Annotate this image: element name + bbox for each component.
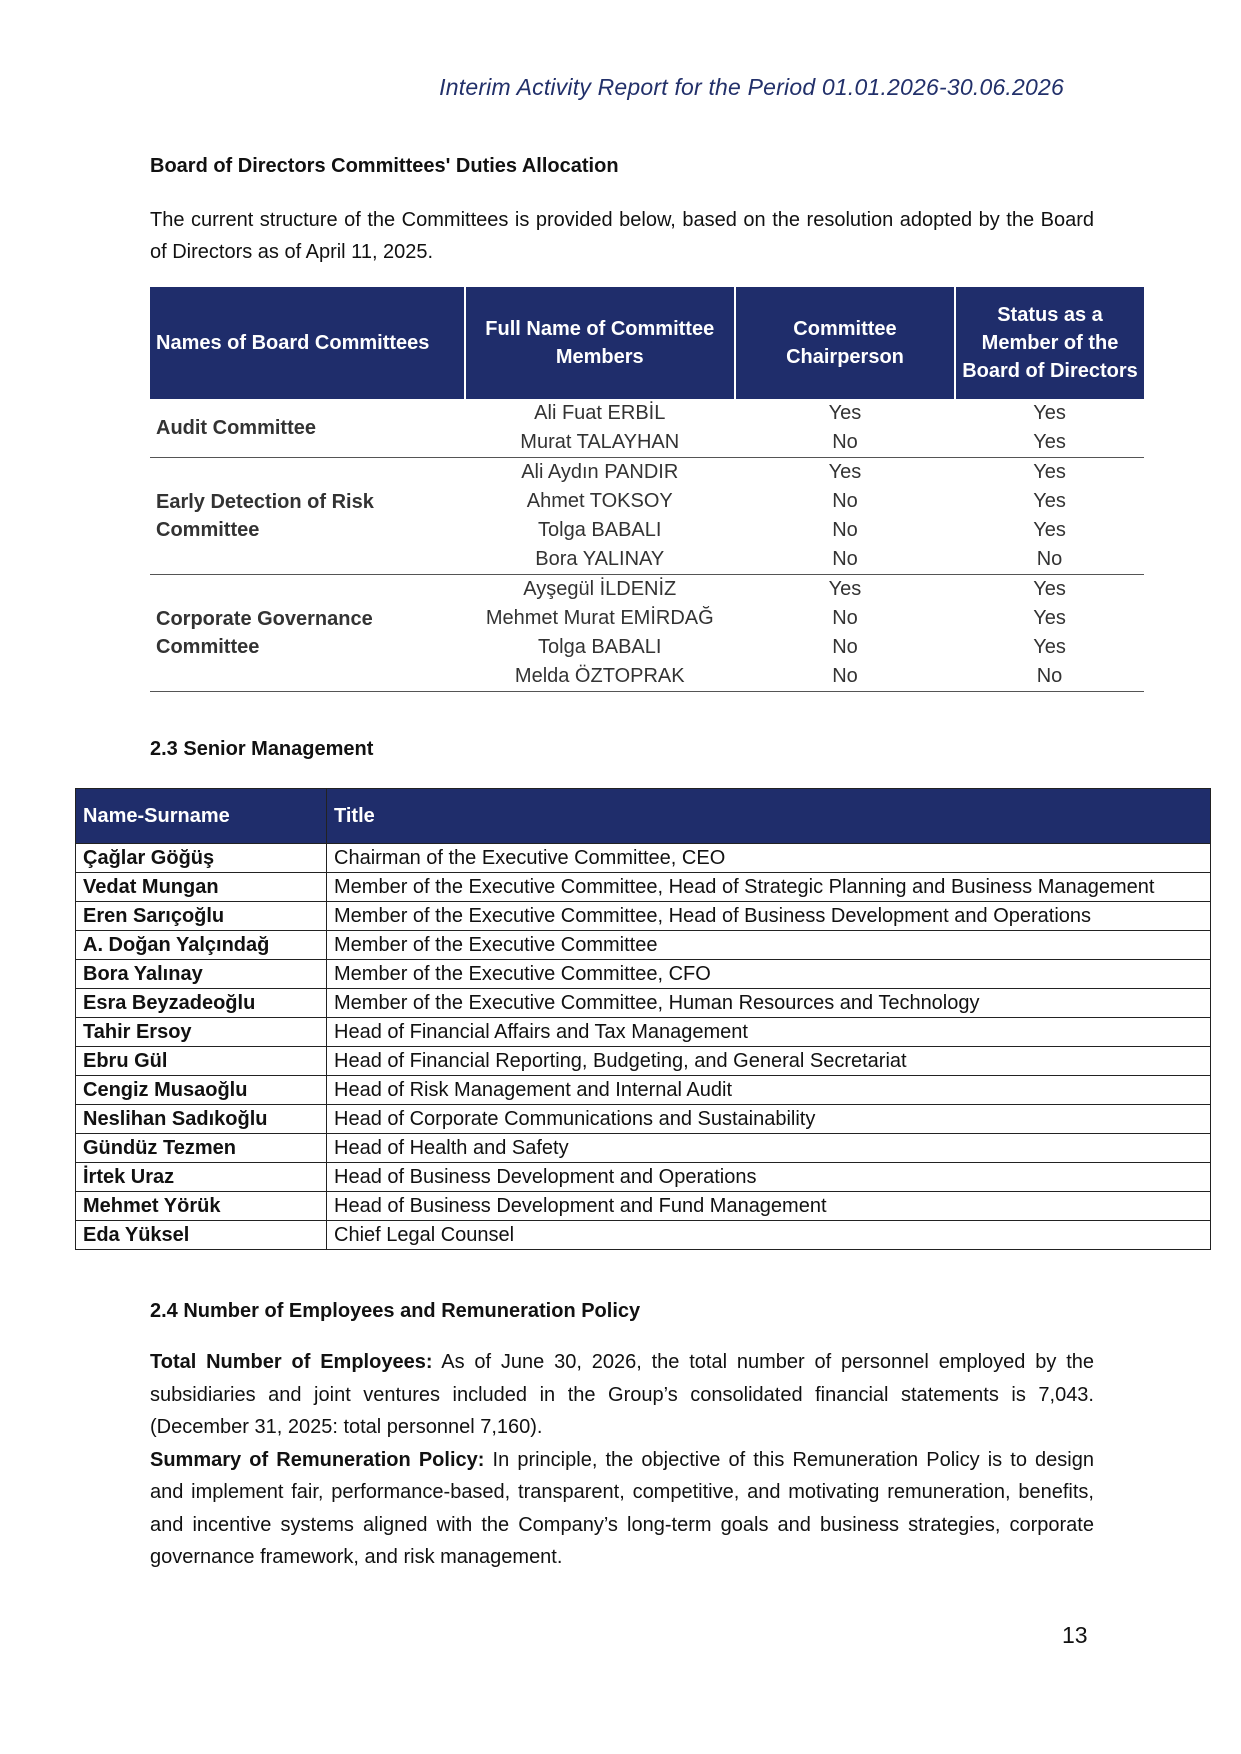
committees-intro: The current structure of the Committees is provided below, based on the resolution adopted by the Board of Directors as of April 11, 2025. [150, 209, 1094, 263]
manager-name: Ebru Gül [76, 1047, 327, 1076]
chairperson-status: Yes [828, 461, 862, 483]
table-row [76, 1018, 1211, 1047]
manager-title: Member of the Executive Committee, Human Resources and Technology [327, 989, 1211, 1018]
col-name-surname: Name-Surname [76, 789, 327, 844]
manager-title: Head of Health and Safety [327, 1134, 1211, 1163]
manager-title: Head of Financial Affairs and Tax Management [327, 1018, 1211, 1047]
remuneration-paragraph [150, 1444, 1094, 1574]
chairperson-status: No [832, 636, 858, 658]
manager-title: Member of the Executive Committee, CFO [327, 960, 1211, 989]
manager-title: Member of the Executive Committee, Head of Business Development and Operations [327, 902, 1211, 931]
member-name: Melda ÖZTOPRAK [465, 662, 735, 692]
manager-title: Head of Business Development and Fund Management [327, 1192, 1211, 1221]
manager-name: Cengiz Musaoğlu [76, 1076, 327, 1105]
member-name: Ahmet TOKSOY [526, 490, 673, 512]
member-name: Ayşegül İLDENİZ [523, 578, 677, 600]
total-employees-paragraph [150, 1346, 1094, 1444]
board-member-status: No [955, 662, 1144, 692]
committee-name: Audit Committee [150, 399, 465, 458]
board-member-status: Yes [1033, 636, 1066, 658]
chairperson-status: No [832, 490, 858, 512]
committee-member-row [150, 458, 1144, 488]
col-members: Full Name of Committee Members [465, 287, 735, 399]
col-committee-name: Names of Board Committees [150, 287, 465, 399]
board-member-status: Yes [1033, 402, 1066, 424]
board-member-status: No [955, 545, 1144, 575]
chairperson-status: No [735, 545, 955, 575]
chairperson-status: Yes [828, 578, 862, 600]
manager-title: Member of the Executive Committee [327, 931, 1211, 960]
employees-body [150, 1346, 1094, 1574]
manager-name: Çağlar Göğüş [76, 844, 327, 873]
member-name: Tolga BABALI [538, 519, 662, 541]
col-board-status: Status as a Member of the Board of Directors [955, 287, 1144, 399]
manager-name: Tahir Ersoy [76, 1018, 327, 1047]
committee-name: Early Detection of Risk Committee [150, 458, 465, 575]
senior-management-table [75, 788, 1211, 1250]
table-row [76, 844, 1211, 873]
senior-management-header [76, 789, 1211, 844]
manager-name: İrtek Uraz [76, 1163, 327, 1192]
manager-title: Chief Legal Counsel [327, 1221, 1211, 1250]
page-number: 13 [1062, 1622, 1088, 1648]
member-name: Mehmet Murat EMİRDAĞ [485, 607, 714, 629]
remuneration-label: Summary of Remuneration Policy: [150, 1448, 485, 1471]
table-row [76, 1163, 1211, 1192]
committees-table-header [150, 287, 1144, 399]
remuneration-text: In principle, the objective of this Remuneration Policy is to design and implement fair, performance-based, transparent, competitive, and motivating remuneration, benefits, and incentive systems aligned with the Company’s long-term goals and business strategies, corporate governance framework, and risk management. [150, 1448, 1094, 1568]
total-employees-label: Total Number of Employees: [150, 1351, 433, 1373]
board-member-status: Yes [1033, 578, 1066, 600]
table-row [76, 1047, 1211, 1076]
committee-name: Corporate Governance Committee [150, 575, 465, 692]
table-row [76, 1105, 1211, 1134]
manager-name: Gündüz Tezmen [76, 1134, 327, 1163]
member-name: Ali Aydın PANDIR [521, 461, 679, 483]
chairperson-status: Yes [828, 402, 862, 424]
member-name: Murat TALAYHAN [465, 428, 735, 458]
board-member-status: Yes [955, 428, 1144, 458]
table-row [76, 873, 1211, 902]
member-name: Tolga BABALI [538, 636, 662, 658]
table-row [76, 1221, 1211, 1250]
manager-title: Head of Financial Reporting, Budgeting, and General Secretariat [327, 1047, 1211, 1076]
member-name: Bora YALINAY [465, 545, 735, 575]
table-row [76, 1192, 1211, 1221]
manager-title: Chairman of the Executive Committee, CEO [327, 844, 1211, 873]
committee-member-row [150, 399, 1144, 428]
board-member-status: Yes [1033, 607, 1066, 629]
table-row [76, 989, 1211, 1018]
manager-title: Member of the Executive Committee, Head of Strategic Planning and Business Management [327, 873, 1211, 902]
committees-table [150, 287, 1144, 692]
table-row [76, 1076, 1211, 1105]
manager-title: Head of Business Development and Operations [327, 1163, 1211, 1192]
chairperson-status: No [735, 428, 955, 458]
total-employees-text: As of June 30, 2026, the total number of personnel employed by the subsidiaries and joint ventures included in the Group’s consolidated financial statements is 7,043. (December 31, 2025: total personnel 7,160). [150, 1351, 1094, 1438]
manager-name: Esra Beyzadeoğlu [76, 989, 327, 1018]
manager-name: A. Doğan Yalçındağ [76, 931, 327, 960]
manager-name: Eren Sarıçoğlu [76, 902, 327, 931]
member-name: Ali Fuat ERBİL [534, 402, 666, 424]
manager-name: Neslihan Sadıkoğlu [76, 1105, 327, 1134]
board-member-status: Yes [1033, 461, 1066, 483]
committee-member-row [150, 575, 1144, 605]
board-member-status: Yes [1033, 490, 1066, 512]
manager-title: Head of Risk Management and Internal Audit [327, 1076, 1211, 1105]
col-title: Title [327, 789, 1211, 844]
manager-name: Bora Yalınay [76, 960, 327, 989]
manager-title: Head of Corporate Communications and Sustainability [327, 1105, 1211, 1134]
table-row [76, 1134, 1211, 1163]
manager-name: Mehmet Yörük [76, 1192, 327, 1221]
manager-name: Eda Yüksel [76, 1221, 327, 1250]
manager-name: Vedat Mungan [76, 873, 327, 902]
senior-management-heading: 2.3 Senior Management [150, 738, 374, 760]
table-row [76, 902, 1211, 931]
committees-heading: Board of Directors Committees' Duties Allocation [150, 155, 619, 177]
report-header-title: Interim Activity Report for the Period 01.01.2026-30.06.2026 [439, 74, 1064, 100]
chairperson-status: No [735, 662, 955, 692]
table-row [76, 931, 1211, 960]
board-member-status: Yes [1033, 519, 1066, 541]
chairperson-status: No [832, 519, 858, 541]
table-row [76, 960, 1211, 989]
employees-heading: 2.4 Number of Employees and Remuneration Policy [150, 1300, 641, 1322]
col-chairperson: Committee Chairperson [735, 287, 955, 399]
chairperson-status: No [832, 607, 858, 629]
